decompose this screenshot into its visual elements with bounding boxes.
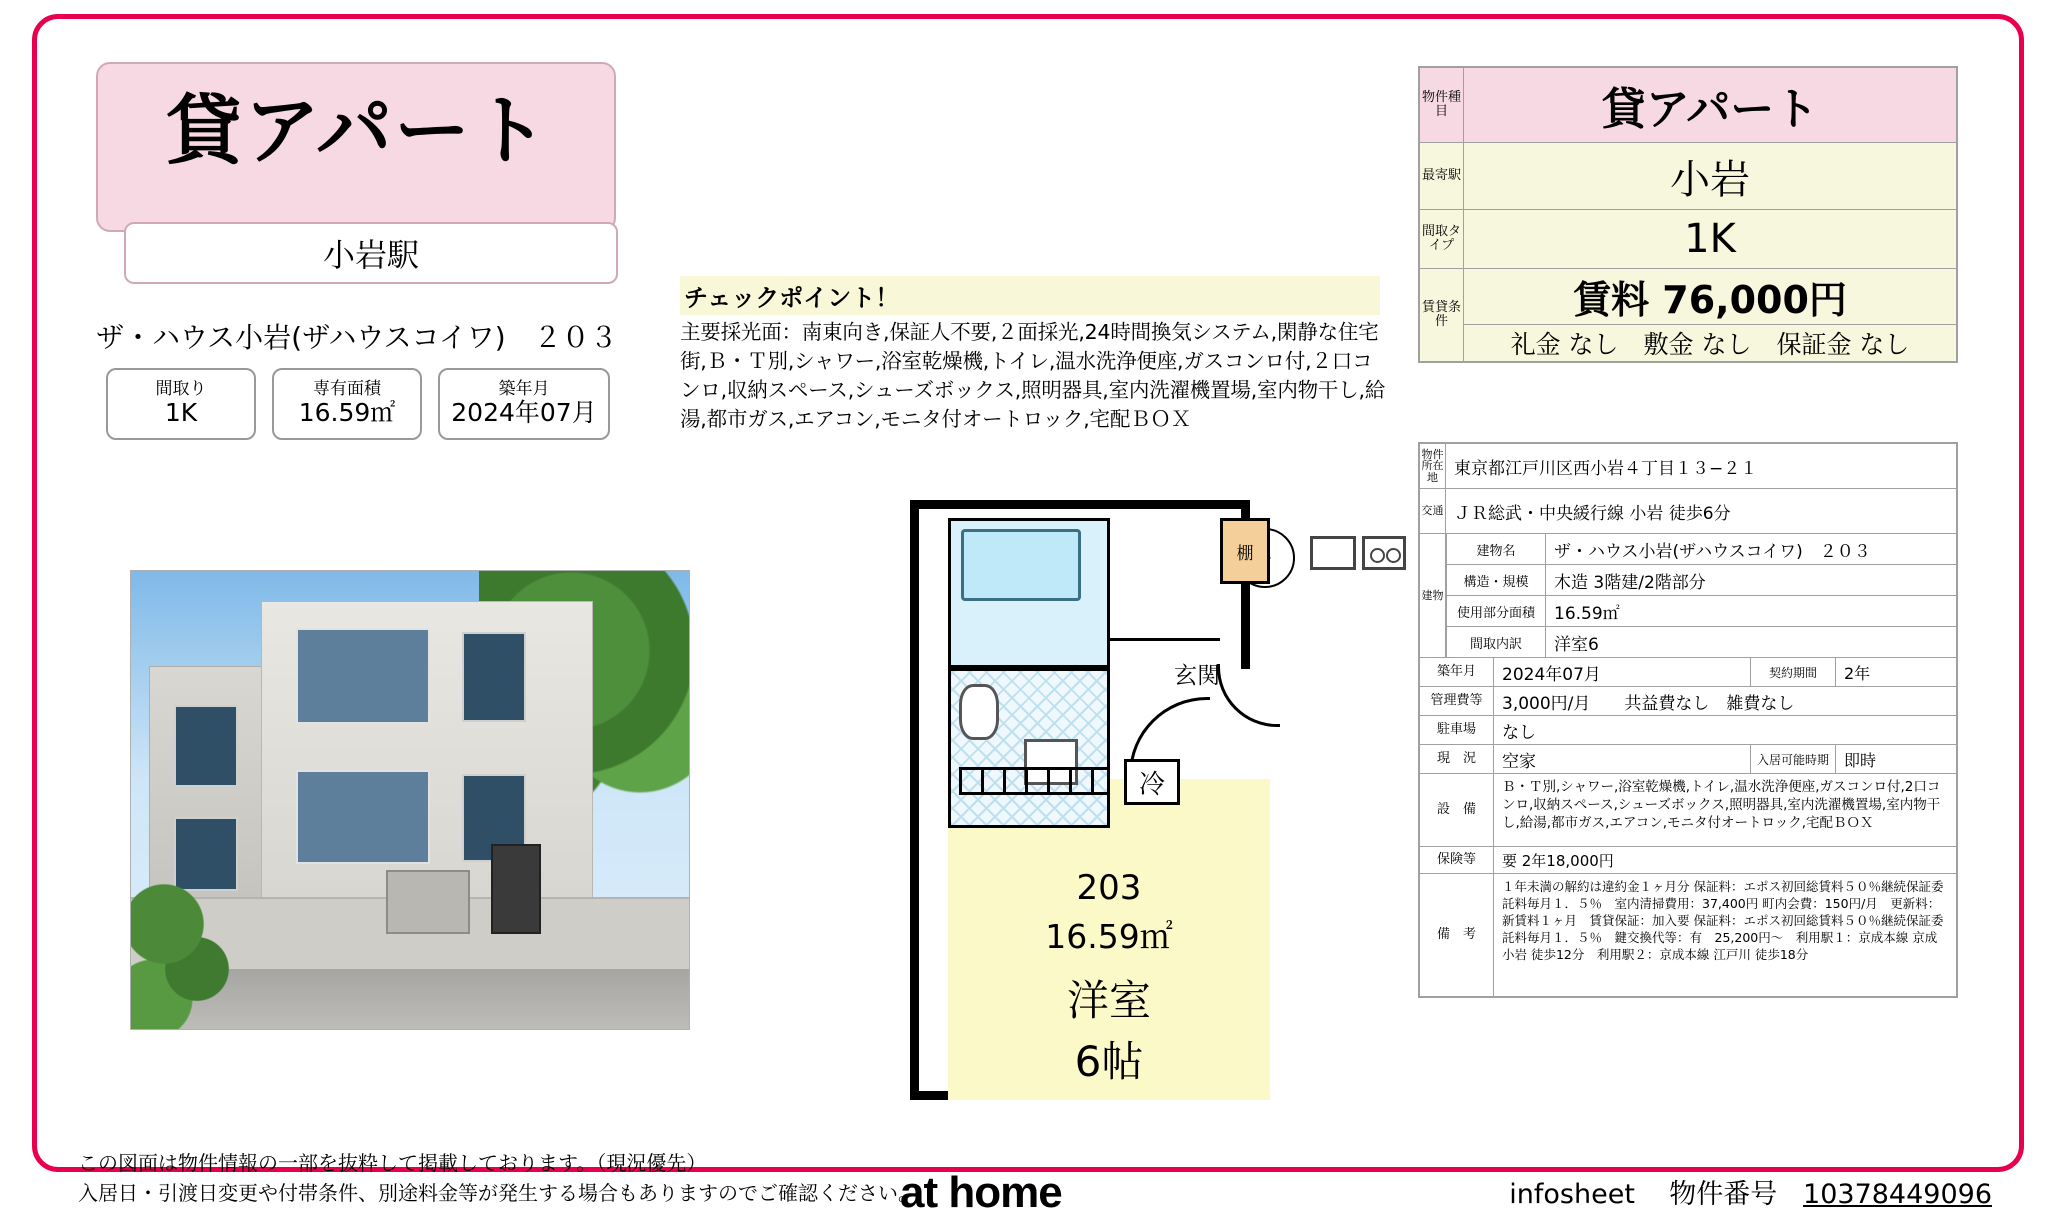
detail-row-building — [1420, 534, 1956, 658]
detail-mgmt-value: 3,000円/月 共益費なし 雑費なし — [1502, 693, 1795, 714]
detail-table — [1418, 442, 1958, 998]
plan-stove — [1362, 536, 1406, 570]
summary-rent-value: 賃料 76,000円 — [1464, 269, 1956, 325]
detail-built-label: 築年月 — [1420, 658, 1494, 686]
plan-room-label — [948, 864, 1270, 1093]
photo-window — [174, 705, 238, 787]
detail-built-split — [1494, 658, 1956, 686]
detail-layout-detail-value: 洋室6 — [1554, 634, 1599, 655]
spec-built-value: 2024年07月 — [451, 398, 597, 428]
plan-room-type: 洋室 — [1066, 976, 1151, 1026]
detail-row-area — [1446, 596, 1956, 627]
plan-bathtub — [961, 529, 1081, 601]
property-no-value: 10378449096 — [1803, 1179, 1992, 1210]
summary-rent-label: 賃貸条件 — [1420, 269, 1464, 361]
photo-window — [462, 632, 526, 722]
footer-note-line2: 入居日・引渡日変更や付帯条件、別途料金等が発生する場合もありますのでご確認ください。 — [78, 1181, 918, 1205]
summary-row-type — [1420, 68, 1956, 143]
plan-fridge-label: 冷 — [1138, 769, 1165, 800]
plan-toilet — [959, 684, 999, 740]
plan-room-area: 16.59㎡ — [1045, 917, 1173, 957]
detail-area-label: 使用部分面積 — [1446, 596, 1546, 626]
detail-status-label: 現 況 — [1420, 745, 1494, 773]
athome-logo: at home — [900, 1168, 1062, 1217]
detail-building-name-label: 建物名 — [1446, 534, 1546, 564]
detail-structure-value: 木造 3階建/2階部分 — [1554, 572, 1706, 593]
detail-built-value: 2024年07月 — [1502, 664, 1601, 685]
checkpoint-body: 主要採光面：南東向き,保証人不要,２面採光,24時間換気システム,閑静な住宅街,Ｂ・Ｔ別,シャワー,浴室乾燥機,トイレ,温水洗浄便座,ガスコンロ付,２口コンロ,収納スペース,シューズボックス,照明器具,室内洗濯機置場,室内物干し,給湯,都市ガス,エアコン,モニタ付オートロック,宅配ＢＯＸ — [680, 320, 1386, 432]
detail-contract-value: 2年 — [1844, 663, 1871, 683]
property-no-label: 物件番号 — [1669, 1179, 1778, 1210]
detail-remarks-label: 備 考 — [1420, 874, 1494, 996]
summary-row-station — [1420, 143, 1956, 210]
detail-row-status — [1420, 745, 1956, 774]
photo-utility-box — [386, 870, 470, 934]
spec-layout — [106, 368, 256, 440]
detail-equipment-value: Ｂ・Ｔ別,シャワー,浴室乾燥機,トイレ,温水洗浄便座,ガスコンロ付,2口コンロ,収納スペース,シューズボックス,照明器具,室内洗濯機置場,室内物干し,給湯,都市ガス,エアコン,モニタ付オートロック,宅配ＢＯＸ — [1502, 779, 1941, 831]
plan-shelf — [1220, 518, 1270, 584]
plan-balcony-rail — [959, 767, 1109, 789]
detail-access-label: 交通 — [1420, 489, 1446, 533]
summary-rent-group — [1464, 269, 1956, 361]
detail-parking-label: 駐車場 — [1420, 716, 1494, 744]
plan-sink — [1310, 536, 1356, 570]
photo-meter-box — [491, 844, 541, 934]
detail-movein-label: 入居可能時期 — [1750, 745, 1836, 773]
detail-building-label: 建物 — [1420, 534, 1446, 657]
footer-note-line1: この図面は物件情報の一部を抜粋して掲載しております。（現況優先） — [78, 1151, 707, 1175]
detail-address-value: 東京都江戸川区西小岩４丁目１３−２１ — [1454, 458, 1758, 479]
detail-layout-detail-label: 間取内訳 — [1446, 627, 1546, 657]
plan-room-size: 6帖 — [1074, 1037, 1144, 1087]
plan-kitchen — [1110, 518, 1220, 641]
detail-area-value: 16.59㎡ — [1554, 603, 1620, 624]
infosheet-footer — [1509, 1172, 1992, 1211]
detail-row-built — [1420, 658, 1956, 687]
plan-room-number: 203 — [1076, 868, 1142, 908]
detail-row-address — [1420, 444, 1956, 489]
spec-row — [106, 368, 610, 440]
plan-shelf-label: 棚 — [1236, 543, 1254, 564]
detail-building-rows — [1446, 534, 1956, 657]
detail-row-parking — [1420, 716, 1956, 745]
property-type-title: 貸アパート — [166, 86, 550, 175]
summary-layout-label: 間取タイプ — [1420, 210, 1464, 268]
detail-equipment-label: 設 備 — [1420, 774, 1494, 846]
plan-entrance-label: 玄関 — [1174, 663, 1220, 689]
detail-status-split — [1494, 745, 1956, 773]
spec-built-label: 築年月 — [498, 378, 550, 399]
detail-row-mgmt — [1420, 687, 1956, 716]
plan-fridge — [1124, 759, 1180, 805]
summary-type-value: 貸アパート — [1601, 84, 1819, 135]
summary-station-label: 最寄駅 — [1420, 143, 1464, 209]
detail-parking-value: なし — [1502, 722, 1536, 743]
checkpoint-title: チェックポイント！ — [680, 276, 1380, 315]
spec-built — [438, 368, 610, 440]
detail-structure-label: 構造・規模 — [1446, 565, 1546, 595]
plan-bathroom — [948, 518, 1110, 668]
detail-building-name-value: ザ・ハウス小岩(ザハウスコイワ) ２０３ — [1554, 541, 1871, 562]
summary-table — [1418, 66, 1958, 363]
building-name: ザ・ハウス小岩(ザハウスコイワ) ２０３ — [96, 321, 618, 354]
photo-shutter — [296, 770, 430, 864]
spec-area — [272, 368, 422, 440]
detail-row-insurance — [1420, 847, 1956, 874]
summary-row-layout — [1420, 210, 1956, 269]
detail-row-remarks — [1420, 874, 1956, 996]
station-label: 小岩駅 — [322, 236, 419, 274]
spec-layout-value: 1K — [164, 398, 198, 428]
photo-plants — [131, 879, 241, 1029]
summary-terms-value: 礼金 なし 敷金 なし 保証金 なし — [1510, 330, 1910, 359]
spec-area-label: 専有面積 — [313, 378, 381, 399]
floor-plan — [890, 500, 1320, 1100]
detail-row-layout-detail — [1446, 627, 1956, 657]
detail-row-access — [1420, 489, 1956, 534]
station-badge — [124, 222, 618, 284]
summary-row-rent — [1420, 269, 1956, 361]
detail-row-building-name — [1446, 534, 1956, 565]
detail-access-value: ＪＲ総武・中央緩行線 小岩 徒歩6分 — [1454, 503, 1731, 524]
spec-layout-label: 間取り — [155, 378, 207, 399]
detail-insurance-label: 保険等 — [1420, 847, 1494, 873]
exterior-photo — [130, 570, 690, 1030]
photo-shutter — [296, 628, 430, 724]
detail-contract-label: 契約期間 — [1750, 658, 1836, 686]
detail-remarks-value: １年未満の解約は違約金１ヶ月分 保証料：エポス初回総賃料５０％継続保証委託料毎月１．５％ 室内清掃費用：37,400円 町内会費：150円/月 更新料：新賃料１ヶ月 賃貸保証：加入要 保証料：エポス初回総賃料５０％継続保証委託料毎月１．５％ 鍵交換代等：有 25,200円〜 利用駅１：京成本線 京成小岩 徒歩12分 利用駅２：京成本線 江戸川 徒歩18分 — [1502, 879, 1944, 962]
detail-row-structure — [1446, 565, 1956, 596]
summary-type-label: 物件種目 — [1420, 68, 1464, 142]
summary-station-value: 小岩 — [1670, 156, 1750, 203]
detail-insurance-value: 要 2年18,000円 — [1502, 851, 1614, 870]
footer-note — [78, 1148, 978, 1208]
detail-row-equipment — [1420, 774, 1956, 847]
detail-address-label: 物件所在地 — [1420, 444, 1446, 488]
detail-status-value: 空家 — [1502, 751, 1536, 772]
detail-movein-value: 即時 — [1844, 750, 1877, 770]
detail-mgmt-label: 管理費等 — [1420, 687, 1494, 715]
summary-layout-value: 1K — [1684, 216, 1736, 262]
spec-area-value: 16.59㎡ — [298, 398, 396, 428]
infosheet-label: infosheet — [1509, 1179, 1635, 1210]
property-type-banner — [96, 62, 616, 232]
plan-outline — [910, 500, 1254, 1100]
